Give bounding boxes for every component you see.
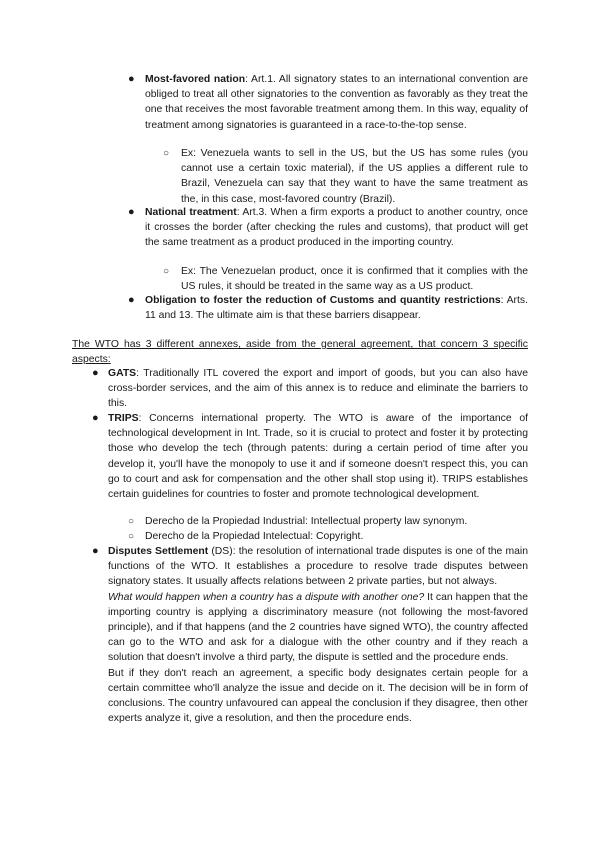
definition-disputes-settlement: (DS): the resolution of international trade disputes is one of the main functions of the WTO. It establishes a procedure to resolve trade disputes between signatory states. It usually affects relations between 2 private parties, but not always. bbox=[108, 546, 529, 588]
definition-trips: : Concerns international property. The WTO is aware of the importance of technological development in Int. Trade, so it is crucial to protect and foster it by protecting those who develop the tech (through patents: during a certain period of time after you develop it, you'll have the monopoly to use it and if someone doesn't respect this, you can go to court and ask for compensation and the other shall stop using it). TRIPS establishes certain guidelines for countries to foster and promote technological development. bbox=[108, 413, 528, 501]
bullet: ● bbox=[92, 367, 99, 379]
definition-national-treatment: : Art.3. When a firm exports a product to another country, once it crosses the border (after checking the rules and customs), that product will get the same treatment as a product produced in the importing country. bbox=[145, 207, 528, 249]
sub-bullet: ○ bbox=[163, 148, 170, 159]
term-national-treatment: National treatment bbox=[145, 207, 237, 218]
bullet: ● bbox=[92, 412, 99, 424]
sub-bullet: ○ bbox=[163, 266, 170, 277]
term-most-favored-nation: Most-favored nation bbox=[145, 74, 246, 85]
list-item-disputes-settlement bbox=[108, 544, 528, 726]
sub-bullet: ○ bbox=[128, 516, 135, 527]
sub-item-nt-example: Ex: The Venezuelan product, once it is confirmed that it complies with the US rules, it should be treated in the same way as a US product. bbox=[181, 266, 528, 293]
list-item-gats bbox=[108, 366, 528, 412]
definition-most-favored-nation: : Art.1. All signatory states to an international convention are obliged to treat all other signatories to the convention as favorably as they treat the one that receives the most favorable treatment among them. In this way, equality of treatment among signatories is guaranteed in a race-to-the-top sense. bbox=[145, 74, 529, 131]
definition-obligation: : Arts. 11 and 13. The ultimate aim is that these barriers disappear. bbox=[145, 295, 528, 322]
sub-item-trips-intellectual: Derecho de la Propiedad Intelectual: Copyright. bbox=[145, 531, 364, 542]
term-obligation: Obligation to foster the reduction of Customs and quantity restrictions bbox=[145, 295, 501, 306]
bullet: ● bbox=[92, 545, 99, 557]
definition-gats: : Traditionally ITL covered the export and import of goods, but you can also have cross-border services, and the aim of this annex is to reduce and eliminate the barriers to this. bbox=[108, 368, 528, 410]
term-disputes-settlement: Disputes Settlement bbox=[108, 546, 209, 557]
list-item-obligation bbox=[145, 293, 528, 323]
sub-item-trips-industrial: Derecho de la Propiedad Industrial: Intellectual property law synonym. bbox=[145, 516, 468, 527]
list-item-trips bbox=[108, 411, 528, 502]
bullet: ● bbox=[128, 294, 135, 306]
term-trips: TRIPS bbox=[108, 413, 139, 424]
sub-bullet: ○ bbox=[128, 531, 135, 542]
ds-question: What would happen when a country has a dispute with another one? bbox=[108, 591, 425, 603]
term-gats: GATS bbox=[108, 368, 137, 379]
bullet: ● bbox=[128, 206, 135, 218]
sub-item-mfn-example: Ex: Venezuela wants to sell in the US, but the US has some rules (you cannot use a certain toxic material), if the US applies a different rule to Brazil, Venezuela can say that they want to have the same treatment as the, in this case, most-favored country (Brazil). bbox=[181, 148, 528, 205]
annex-heading: The WTO has 3 different annexes, aside from the general agreement, that concern 3 specific aspects: bbox=[72, 339, 528, 366]
bullet: ● bbox=[128, 73, 135, 85]
ds-paragraph-2: But if they don't reach an agreement, a specific body designates certain people for a certain committee who'll analyze the issue and decide on it. The decision will be in form of conclusions. The country unfavoured can appeal the conclusion if they disagree, then other experts analyze it, give a resolution, and then the procedure ends. bbox=[108, 667, 528, 725]
list-item-national-treatment bbox=[145, 205, 528, 251]
ds-paragraph-1: It can happen that the importing country is applying a discriminatory measure (not following the most-favored principle), and if that happens (and the 2 countries have signed WTO), the country affected can go to the WTO and ask for a dialogue with the other country and if they reach a solution that doesn't involve a third party, the dispute is settled and the procedure ends. bbox=[108, 591, 528, 664]
list-item-most-favored-nation bbox=[145, 72, 528, 133]
